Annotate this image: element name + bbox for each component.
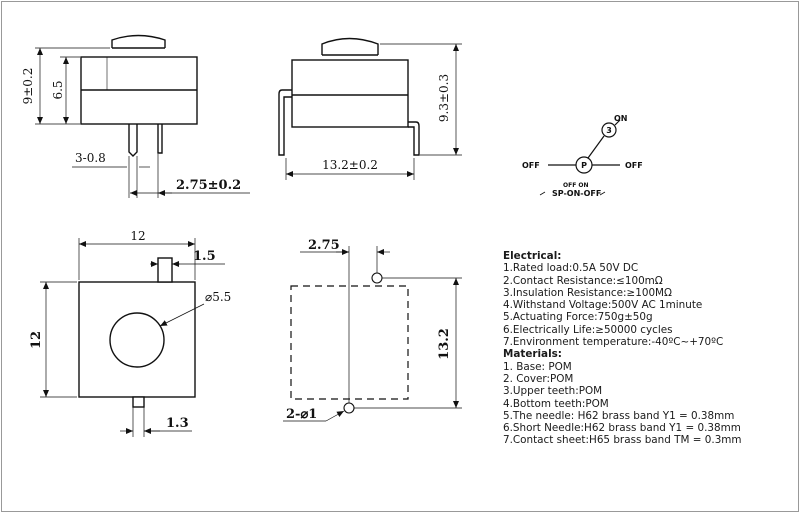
electrical-item: 1.Rated load:0.5A 50V DC (503, 262, 639, 275)
schematic-off-left: OFF (522, 161, 540, 170)
schematic-sequence: SP-ON-OFF (552, 189, 602, 198)
top-height-label: 12 (29, 330, 44, 350)
footprint-view (291, 273, 408, 413)
electrical-item: 4.Withstand Voltage:500V AC 1minute (503, 299, 703, 312)
footprint-height-label: 13.2 (437, 328, 452, 360)
pin-count-label: 3-0.8 (75, 151, 106, 165)
hole-spec-label: 2-⌀1 (286, 407, 318, 422)
schematic-node-p: P (581, 161, 587, 170)
material-item: 7.Contact sheet:H65 brass band TM = 0.3mm (503, 434, 742, 447)
button-diameter-label: ⌀5.5 (205, 290, 232, 304)
top-view (79, 258, 195, 407)
schematic-node-3: 3 (606, 126, 612, 135)
pin-width-bottom-label: 1.3 (166, 416, 189, 431)
material-item: 3.Upper teeth:POM (503, 385, 603, 398)
material-item: 4.Bottom teeth:POM (503, 397, 609, 410)
front-view (279, 39, 419, 156)
side-view (81, 36, 197, 157)
front-width-label: 13.2±0.2 (322, 158, 378, 172)
side-total-height-label: 9±0.2 (21, 67, 35, 105)
materials-title: Materials: (503, 348, 562, 361)
pin-pitch-label: 2.75±0.2 (176, 178, 242, 193)
electrical-item: 5.Actuating Force:750g±50g (503, 311, 653, 324)
electrical-item: 2.Contact Resistance:≤100mΩ (503, 274, 663, 287)
schematic-on-label: ON (614, 114, 628, 123)
material-item: 6.Short Needle:H62 brass band Y1 = 0.38mm (503, 422, 741, 435)
material-item: 5.The needle: H62 brass band Y1 = 0.38mm (503, 409, 735, 422)
side-body-height-label: 6.5 (51, 80, 65, 100)
spec-panel (503, 250, 793, 447)
material-item: 2. Cover:POM (503, 372, 574, 385)
electrical-item: 7.Environment temperature:-40ºC~+70ºC (503, 336, 724, 349)
footprint-offset-label: 2.75 (308, 238, 340, 253)
front-height-label: 9.3±0.3 (437, 73, 451, 123)
pin-width-top-label: 1.5 (193, 249, 216, 264)
electrical-title: Electrical: (503, 250, 562, 262)
material-item: 1. Base: POM (503, 360, 572, 373)
schematic-sequence-mid: OFF ON (563, 182, 589, 189)
top-width-label: 12 (130, 229, 146, 243)
electrical-item: 3.Insulation Resistance:≥100MΩ (503, 286, 672, 299)
footprint-dims (283, 246, 462, 421)
schematic-off-right: OFF (625, 161, 643, 170)
electrical-item: 6.Electrically Life:≥50000 cycles (503, 323, 673, 336)
